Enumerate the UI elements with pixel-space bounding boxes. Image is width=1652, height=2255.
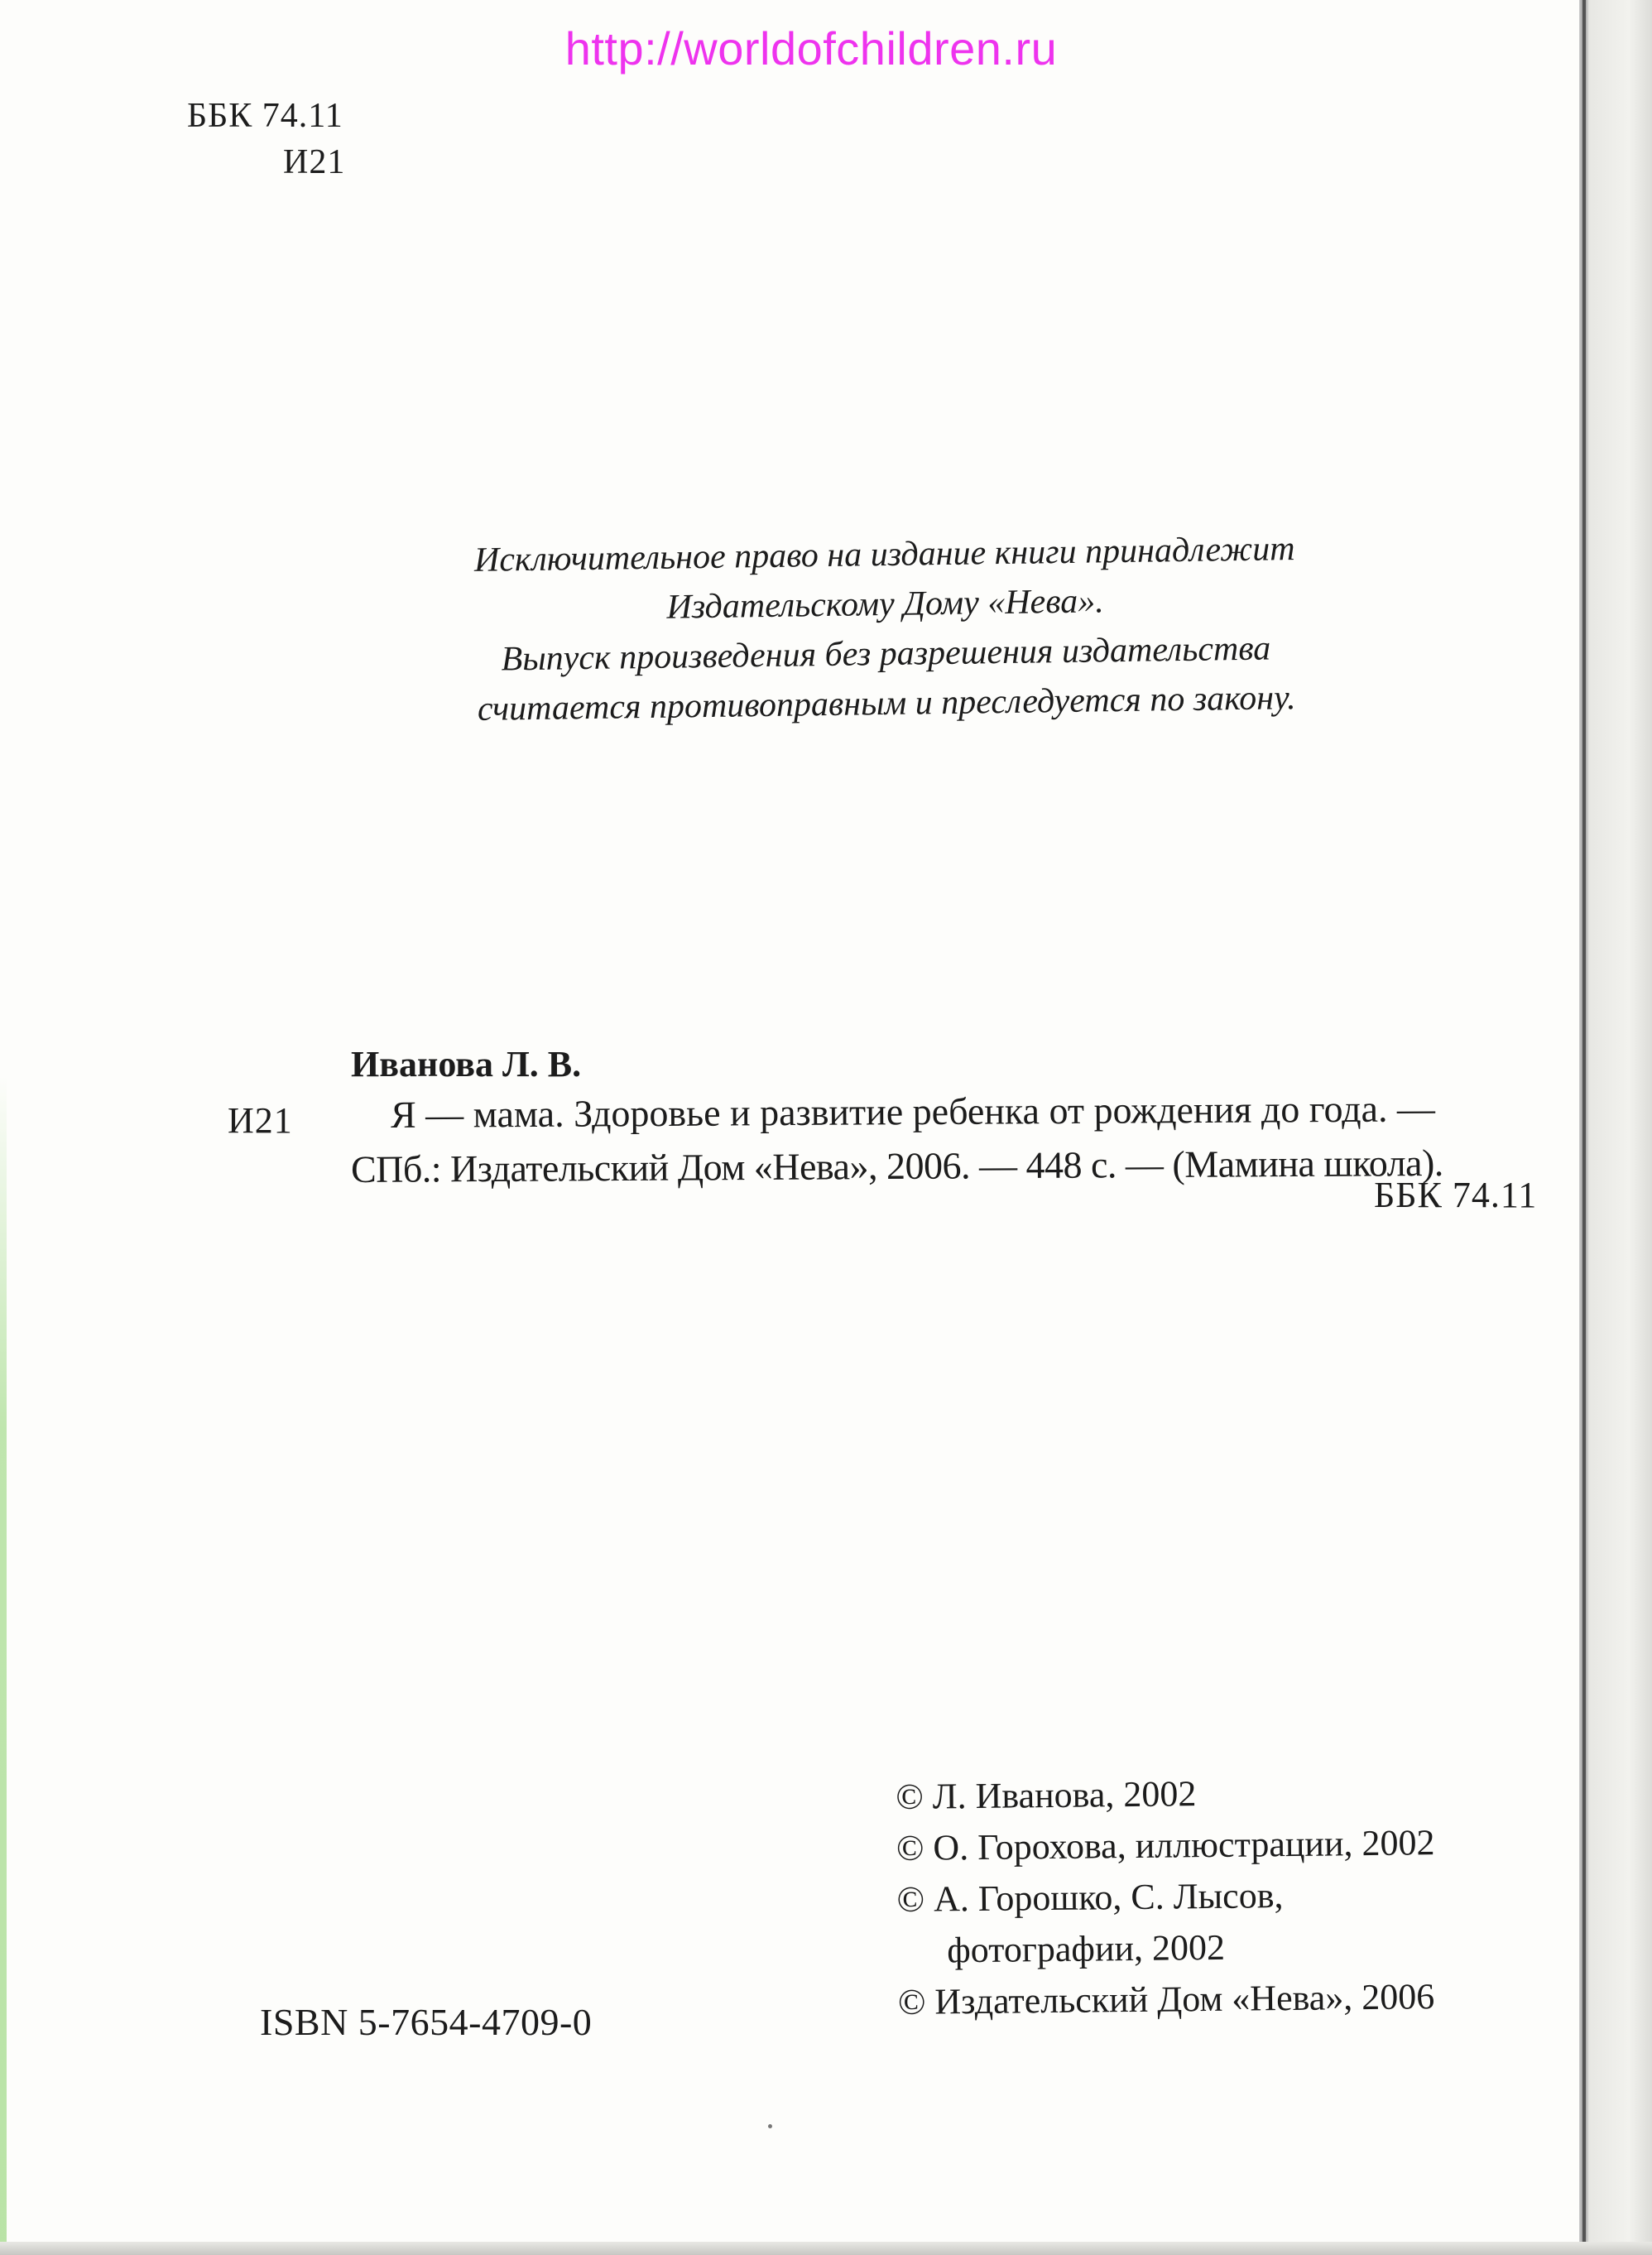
page-edge-line <box>1582 0 1586 2255</box>
watermark-url: http://worldofchildren.ru <box>564 22 1058 75</box>
catalog-bbk: ББК 74.11 <box>1374 1175 1538 1215</box>
classification-block <box>187 93 345 185</box>
copyright-line: © Л. Иванова, 2002 <box>896 1773 1197 1817</box>
page-right-edge <box>1579 0 1652 2255</box>
rights-line: считается противоправным и преследуется по закону. <box>477 679 1296 728</box>
catalog-author: Иванова Л. В. <box>351 1044 582 1084</box>
rights-line: Исключительное право на издание книги принадлежит <box>473 530 1295 579</box>
rights-line: Выпуск произведения без разрешения издательства <box>501 629 1271 679</box>
catalog-title-line: Я — мама. Здоровье и развитие ребенка от рождения до года. — <box>390 1087 1436 1136</box>
copyright-line: © А. Горошко, С. Лысов, <box>896 1875 1284 1920</box>
author-index: И21 <box>283 143 346 181</box>
left-edge-tint <box>0 1076 7 2255</box>
bbk-code: ББК 74.11 <box>187 97 343 135</box>
copyright-line: © О. Горохова, иллюстрации, 2002 <box>896 1822 1435 1868</box>
isbn: ISBN 5-7654-4709-0 <box>260 2001 593 2043</box>
catalog-index: И21 <box>228 1100 293 1141</box>
catalog-imprint-line: СПб.: Издательский Дом «Нева», 2006. — 448 с. — (Мамина школа). <box>350 1141 1443 1190</box>
print-speck <box>768 2124 772 2128</box>
copyright-line: © Издательский Дом «Нева», 2006 <box>897 1976 1435 2022</box>
rights-notice <box>363 522 1408 736</box>
copyright-block <box>896 1766 1437 2028</box>
copyright-line: фотографии, 2002 <box>947 1926 1226 1971</box>
rights-line: Издательскому Дому «Нева». <box>666 582 1105 627</box>
page-bottom-edge <box>0 2242 1652 2255</box>
